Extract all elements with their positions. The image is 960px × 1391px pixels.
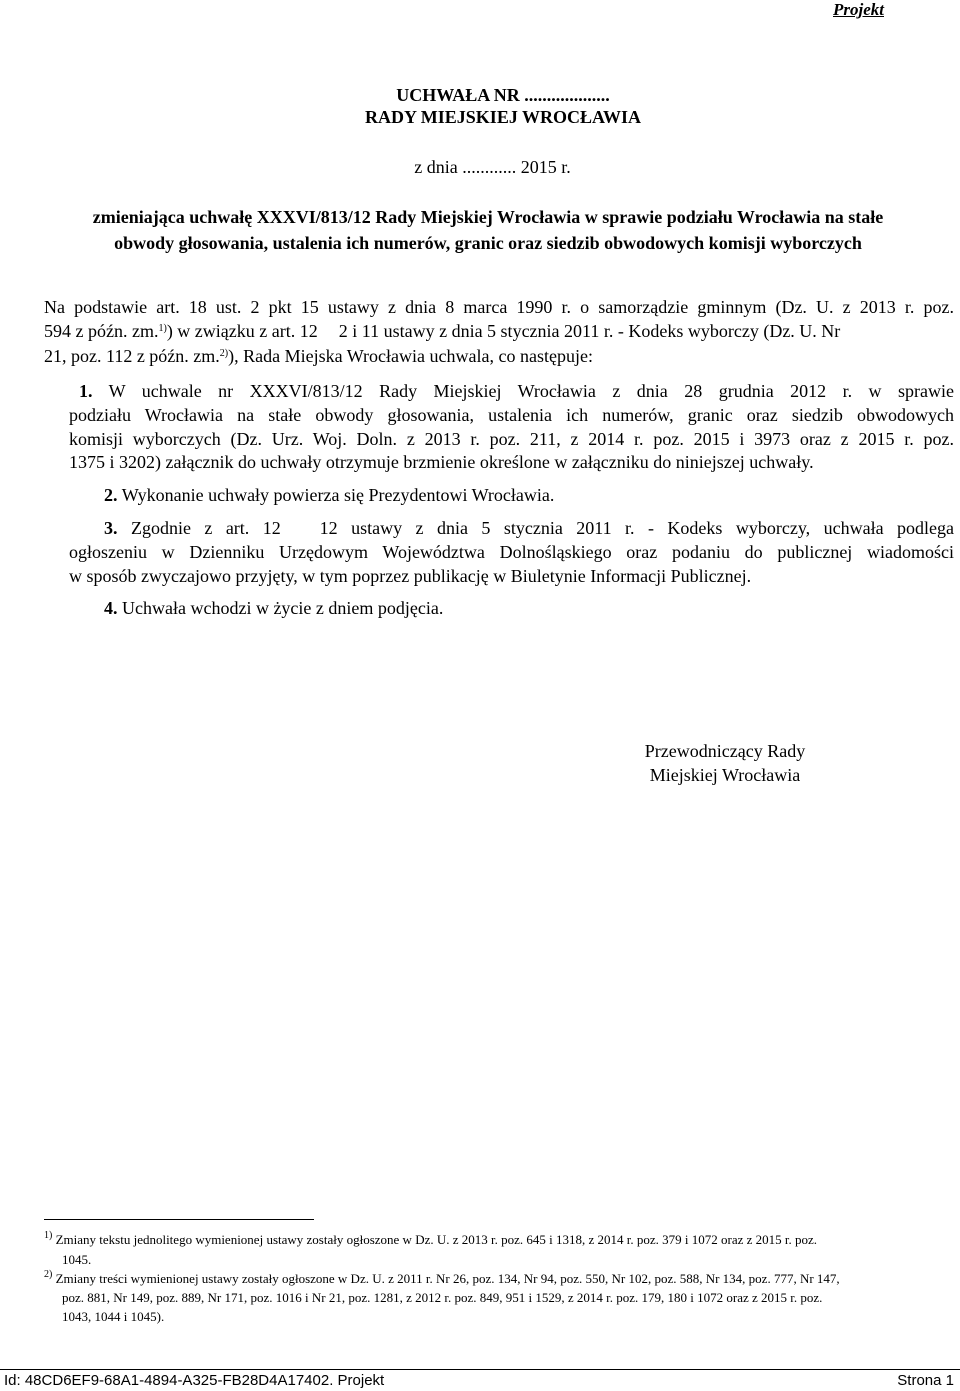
signature-line-1: Przewodniczący Rady — [644, 741, 806, 761]
preamble-line-3 — [44, 346, 593, 367]
footnote-ref-1: 1) — [158, 323, 167, 334]
preamble-text-a: 594 z późn. zm. — [44, 321, 159, 341]
footnote-2-line-1 — [44, 1271, 840, 1287]
footnote-1-line-2: 1045. — [62, 1252, 92, 1267]
preamble-line-1: Na podstawie art. 18 ust. 2 pkt 15 ustawy z dnia 8 marca 1990 r. o samorządzie gminnym (Dz. U. z 2013 r. poz. — [44, 297, 954, 317]
preamble-text-d: 21, poz. 112 z późn. zm. — [44, 346, 220, 366]
projekt-label: Projekt — [833, 0, 884, 19]
footnote-2-line-3: 1043, 1044 i 1045). — [62, 1309, 165, 1324]
paragraph-1-line-2: podziału Wrocławia na stałe obwody głosowania, ustalenia ich numerów, granic oraz siedzib obwodowych — [69, 405, 954, 425]
page-number: Strona 1 — [897, 1372, 954, 1389]
footnote-1-text: Zmiany tekstu jednolitego wymienionej ustawy zostały ogłoszone w Dz. U. z 2013 r. poz. 645 i 1318, z 2014 r. poz. 379 i 1072 oraz z 2015 r. poz. — [55, 1232, 818, 1247]
paragraph-1-line-1 — [79, 381, 954, 402]
paragraph-3-line-2: ogłoszeniu w Dzienniku Urzędowym Województwa Dolnośląskiego oraz podaniu do publicznej wiadomości — [69, 542, 954, 562]
paragraph-4-number: 4. — [104, 598, 118, 618]
resolution-date: z dnia ............ 2015 r. — [414, 157, 571, 177]
paragraph-3-line-1 — [104, 518, 954, 539]
subject-line-2: obwody głosowania, ustalenia ich numerów, granic oraz siedzib obwodowych komisji wyborczych — [114, 233, 862, 253]
footnote-separator — [44, 1219, 314, 1220]
footnote-ref-2: 2) — [219, 348, 229, 359]
paragraph-3-number: 3. — [104, 518, 118, 538]
paragraph-4-text: Uchwała wchodzi w życie z dniem podjęcia. — [122, 598, 444, 618]
paragraph-1-text-1: W uchwale nr XXXVI/813/12 Rady Miejskiej Wrocławia z dnia 28 grudnia 2012 r. w sprawie — [108, 381, 954, 401]
footnote-1-line-1 — [44, 1232, 817, 1248]
preamble-text-c: 2 i 11 ustawy z dnia 5 stycznia 2011 r. - Kodeks wyborczy (Dz. U. Nr — [338, 321, 841, 341]
subject-line-1: zmieniająca uchwałę XXXVI/813/12 Rady Miejskiej Wrocławia w sprawie podziału Wrocławia na stałe — [92, 207, 884, 227]
resolution-number: UCHWAŁA NR ................... — [396, 85, 610, 105]
paragraph-4 — [104, 598, 443, 619]
footnote-1-mark: 1) — [44, 1230, 53, 1241]
paragraph-2 — [104, 485, 554, 506]
paragraph-3-text-1a: Zgodnie z art. 12 — [130, 518, 281, 538]
paragraph-3-line-3: w sposób zwyczajowo przyjęty, w tym poprzez publikację w Biuletynie Informacji Publicznej. — [69, 566, 752, 586]
document-id: Id: 48CD6EF9-68A1-4894-A325-FB28D4A17402. Projekt — [4, 1372, 385, 1389]
paragraph-1-line-3: komisji wyborczych (Dz. Urz. Woj. Doln. z 2013 r. poz. 211, z 2014 r. poz. 2015 i 3973 oraz z 2015 r. poz. — [69, 429, 954, 449]
paragraph-3-text-1b: 12 ustawy z dnia 5 stycznia 2011 r. - Kodeks wyborczy, uchwała podlega — [319, 518, 955, 538]
footnote-2-text: Zmiany treści wymienionej ustawy zostały ogłoszone w Dz. U. z 2011 r. Nr 26, poz. 134, Nr 94, poz. 550, Nr 102, poz. 588, Nr 134, poz. 777, Nr 147, — [55, 1271, 840, 1286]
footer-separator — [0, 1369, 960, 1370]
preamble-line-2 — [44, 321, 954, 342]
preamble-text-e: ), Rada Miejska Wrocławia uchwala, co następuje: — [228, 346, 593, 366]
footnote-2-line-2: poz. 881, Nr 149, poz. 889, Nr 171, poz. 1016 i Nr 21, poz. 1281, z 2012 r. poz. 849, 951 i 1529, z 2014 r. poz. 179, 180 i 1072 oraz z 2015 r. poz. — [62, 1290, 823, 1305]
paragraph-1-line-4: 1375 i 3202) załącznik do uchwały otrzymuje brzmienie określone w załączniku do niniejszej uchwały. — [69, 452, 814, 472]
paragraph-2-text: Wykonanie uchwały powierza się Prezydentowi Wrocławia. — [121, 485, 555, 505]
council-name: RADY MIEJSKIEJ WROCŁAWIA — [364, 107, 642, 127]
signature-line-2: Miejskiej Wrocławia — [649, 765, 801, 785]
paragraph-2-number: 2. — [104, 485, 118, 505]
paragraph-1-number: 1. — [79, 381, 93, 401]
footnote-2-mark: 2) — [44, 1269, 53, 1280]
preamble-text-b: ) w związku z art. 12 — [166, 321, 318, 341]
